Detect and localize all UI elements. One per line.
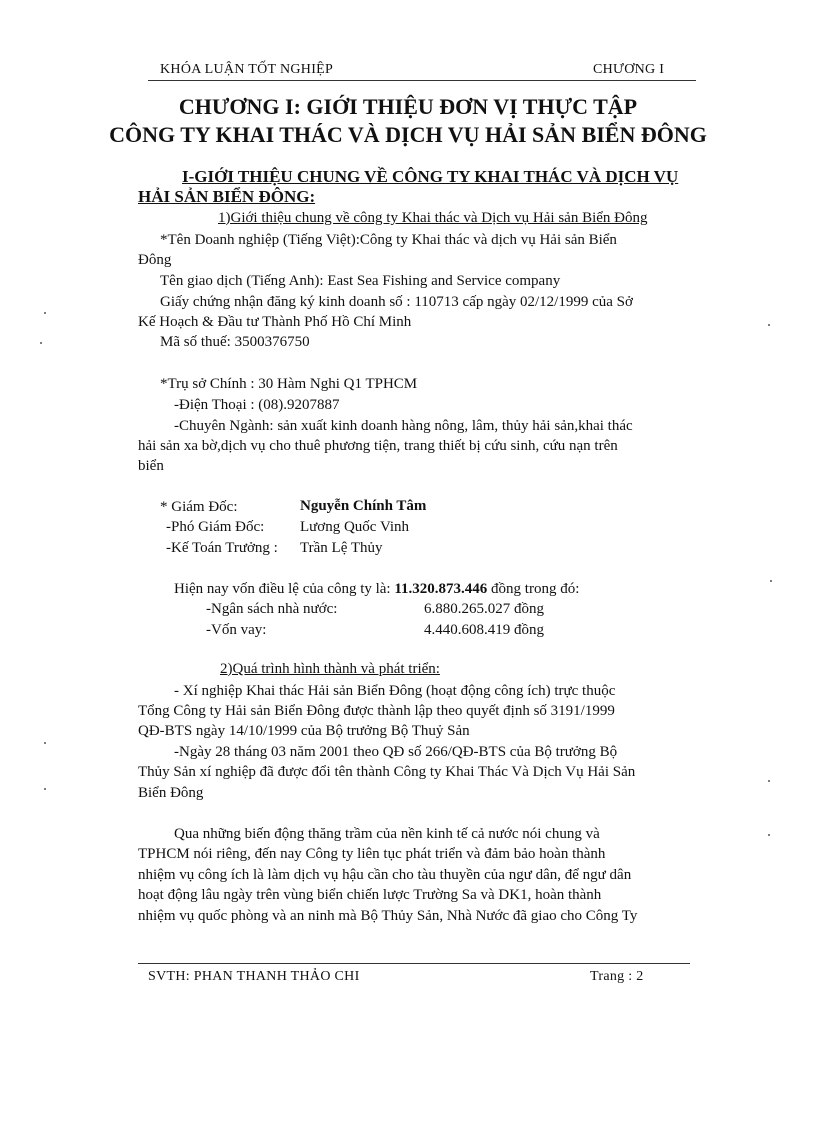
- staff-name: Nguyễn Chính Tâm: [300, 498, 427, 514]
- text-line: - Xí nghiệp Khai thác Hải sản Biển Đông (hoạt động công ích) trực thuộc: [174, 683, 616, 699]
- footer-rule: [138, 963, 690, 964]
- text-line: Tên giao dịch (Tiếng Anh): East Sea Fishing and Service company: [160, 273, 561, 289]
- footer-right: Trang : 2: [590, 969, 644, 984]
- section1-subheading: 1)Giới thiệu chung về công ty Khai thác và Dịch vụ Hải sản Biển Đông: [218, 210, 648, 226]
- company-title: CÔNG TY KHAI THÁC VÀ DỊCH VỤ HẢI SẢN BIỂN ĐÔNG: [109, 122, 707, 147]
- staff-role: -Kế Toán Trưởng :: [166, 540, 278, 556]
- capital-total-suffix: đồng trong đó:: [491, 581, 580, 597]
- section1-heading-line1: I-GIỚI THIỆU CHUNG VỀ CÔNG TY KHAI THÁC VÀ DỊCH VỤ: [182, 167, 679, 186]
- text-line: -Ngày 28 tháng 03 năm 2001 theo QĐ số 266/QĐ-BTS của Bộ trưởng Bộ: [174, 744, 618, 760]
- staff-name: Trần Lệ Thủy: [300, 540, 383, 556]
- text-line: -Điện Thoại : (08).9207887: [174, 397, 340, 413]
- scan-speck: [768, 780, 770, 782]
- capital-item-value: 4.440.608.419 đồng: [424, 622, 544, 638]
- header-left: KHÓA LUẬN TỐT NGHIỆP: [160, 62, 334, 77]
- text-line: Tổng Công ty Hải sản Biển Đông được thành lập theo quyết định số 3191/1999: [138, 703, 615, 719]
- scan-speck: [768, 324, 770, 326]
- text-line: Đông: [138, 252, 172, 268]
- text-line: Mã số thuế: 3500376750: [160, 334, 310, 350]
- header-right: CHƯƠNG I: [593, 62, 665, 77]
- text-line: biển: [138, 458, 164, 474]
- capital-item-value: 6.880.265.027 đồng: [424, 601, 544, 617]
- section2-heading: 2)Quá trình hình thành và phát triển:: [220, 661, 440, 677]
- scan-speck: [44, 742, 46, 744]
- text-line: nhiệm vụ công ích là làm dịch vụ hậu cần cho tàu thuyền của ngư dân, để ngư dân: [138, 867, 632, 883]
- text-line: hoạt động lâu ngày trên vùng biển chiến lược Trường Sa và DK1, hoàn thành: [138, 887, 602, 903]
- footer-left: SVTH: PHAN THANH THẢO CHI: [148, 969, 360, 984]
- scan-speck: [40, 342, 42, 344]
- header-rule: [148, 80, 696, 81]
- capital-item-label: -Ngân sách nhà nước:: [206, 601, 338, 617]
- section1-heading-line2: HẢI SẢN BIỂN ĐÔNG:: [138, 187, 316, 206]
- text-line: Qua những biến động thăng trầm của nền kinh tế cả nước nói chung và: [174, 826, 600, 842]
- capital-total: 11.320.873.446: [394, 581, 488, 597]
- staff-role: * Giám Đốc:: [160, 499, 238, 515]
- scan-speck: [768, 834, 770, 836]
- text-line: Kế Hoạch & Đầu tư Thành Phố Hồ Chí Minh: [138, 314, 412, 330]
- scan-speck: [44, 788, 46, 790]
- text-line: *Tên Doanh nghiệp (Tiếng Việt):Công ty Khai thác và dịch vụ Hải sản Biển: [160, 232, 617, 248]
- staff-role: -Phó Giám Đốc:: [166, 519, 265, 535]
- capital-item-label: -Vốn vay:: [206, 622, 267, 638]
- capital-line: [174, 581, 579, 598]
- text-line: TPHCM nói riêng, đến nay Công ty liên tục phát triển và đảm bảo hoàn thành: [138, 846, 606, 862]
- text-line: hải sản xa bờ,dịch vụ cho thuê phương tiện, trang thiết bị cứu sinh, cứu nạn trên: [138, 438, 618, 454]
- text-line: nhiệm vụ quốc phòng và an ninh mà Bộ Thủy Sản, Nhà Nước đã giao cho Công Ty: [138, 908, 638, 924]
- chapter-title: CHƯƠNG I: GIỚI THIỆU ĐƠN VỊ THỰC TẬP: [178, 94, 638, 119]
- text-line: QĐ-BTS ngày 14/10/1999 của Bộ trưởng Bộ Thuỷ Sản: [138, 723, 470, 739]
- text-line: -Chuyên Ngành: sản xuất kinh doanh hàng nông, lâm, thủy hải sản,khai thác: [174, 418, 633, 434]
- text-line: Giấy chứng nhận đăng ký kinh doanh số : 110713 cấp ngày 02/12/1999 của Sở: [160, 294, 633, 310]
- text-line: Biển Đông: [138, 785, 204, 801]
- scan-speck: [44, 312, 46, 314]
- staff-name: Lương Quốc Vinh: [300, 519, 410, 535]
- capital-intro: Hiện nay vốn điều lệ của công ty là:: [174, 581, 391, 597]
- text-line: Thủy Sản xí nghiệp đã được đổi tên thành Công ty Khai Thác Và Dịch Vụ Hải Sản: [138, 764, 636, 780]
- text-line: *Trụ sở Chính : 30 Hàm Nghi Q1 TPHCM: [160, 376, 418, 392]
- scan-speck: [770, 580, 772, 582]
